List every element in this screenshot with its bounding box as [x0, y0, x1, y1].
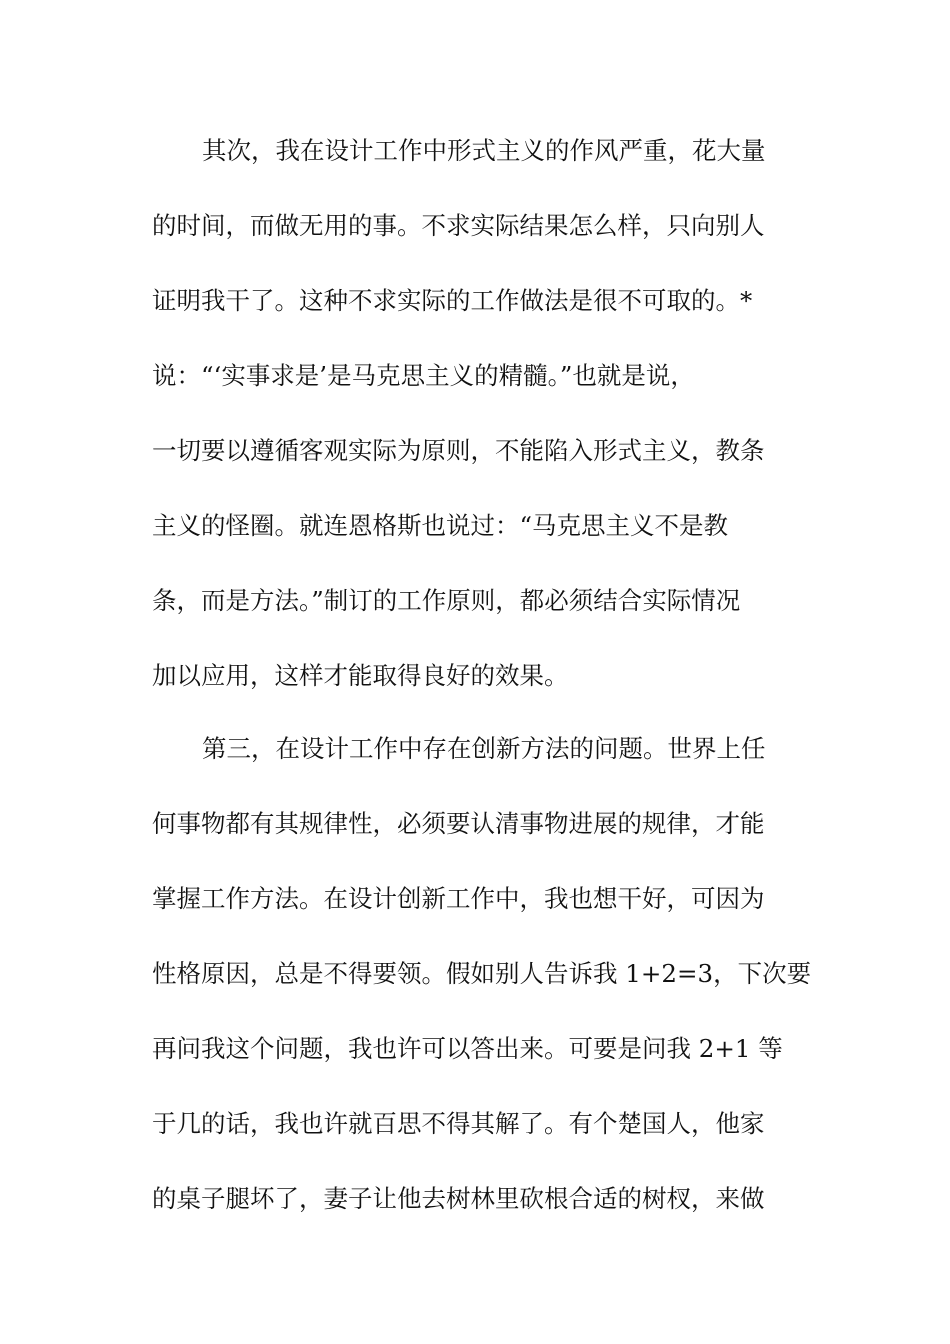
paragraph-line: 其次，我在设计工作中形式主义的作风严重，花大量: [202, 136, 766, 165]
paragraph-line: 条，而是方法。”制订的工作原则，都必须结合实际情况: [152, 586, 741, 615]
paragraph-line: 掌握工作方法。在设计创新工作中，我也想干好，可因为: [152, 884, 765, 913]
paragraph-line: 于几的话，我也许就百思不得其解了。有个楚国人，他家: [152, 1109, 765, 1138]
paragraph-line: 主义的怪圈。就连恩格斯也说过：“马克思主义不是教: [152, 511, 729, 540]
paragraph-line: 的桌子腿坏了，妻子让他去树林里砍根合适的树杈，来做: [152, 1184, 765, 1213]
paragraph-line: 何事物都有其规律性，必须要认清事物进展的规律，才能: [152, 809, 765, 838]
paragraph-line: 一切要以遵循客观实际为原则，不能陷入形式主义，教条: [152, 436, 765, 465]
paragraph-line: 性格原因，总是不得要领。假如别人告诉我 1+2=3，下次要: [152, 959, 812, 988]
paragraph-line: 第三，在设计工作中存在创新方法的问题。世界上任: [202, 734, 766, 763]
paragraph-line: 说：“‘实事求是’是马克思主义的精髓。”也就是说，: [152, 361, 695, 390]
paragraph-line: 加以应用，这样才能取得良好的效果。: [152, 661, 569, 690]
paragraph-line: 再问我这个问题，我也许可以答出来。可要是问我 2+1 等: [152, 1034, 783, 1063]
paragraph-line: 的时间，而做无用的事。不求实际结果怎么样，只向别人: [152, 211, 765, 240]
paragraph-line: 证明我干了。这种不求实际的工作做法是很不可取的。*: [152, 286, 753, 315]
